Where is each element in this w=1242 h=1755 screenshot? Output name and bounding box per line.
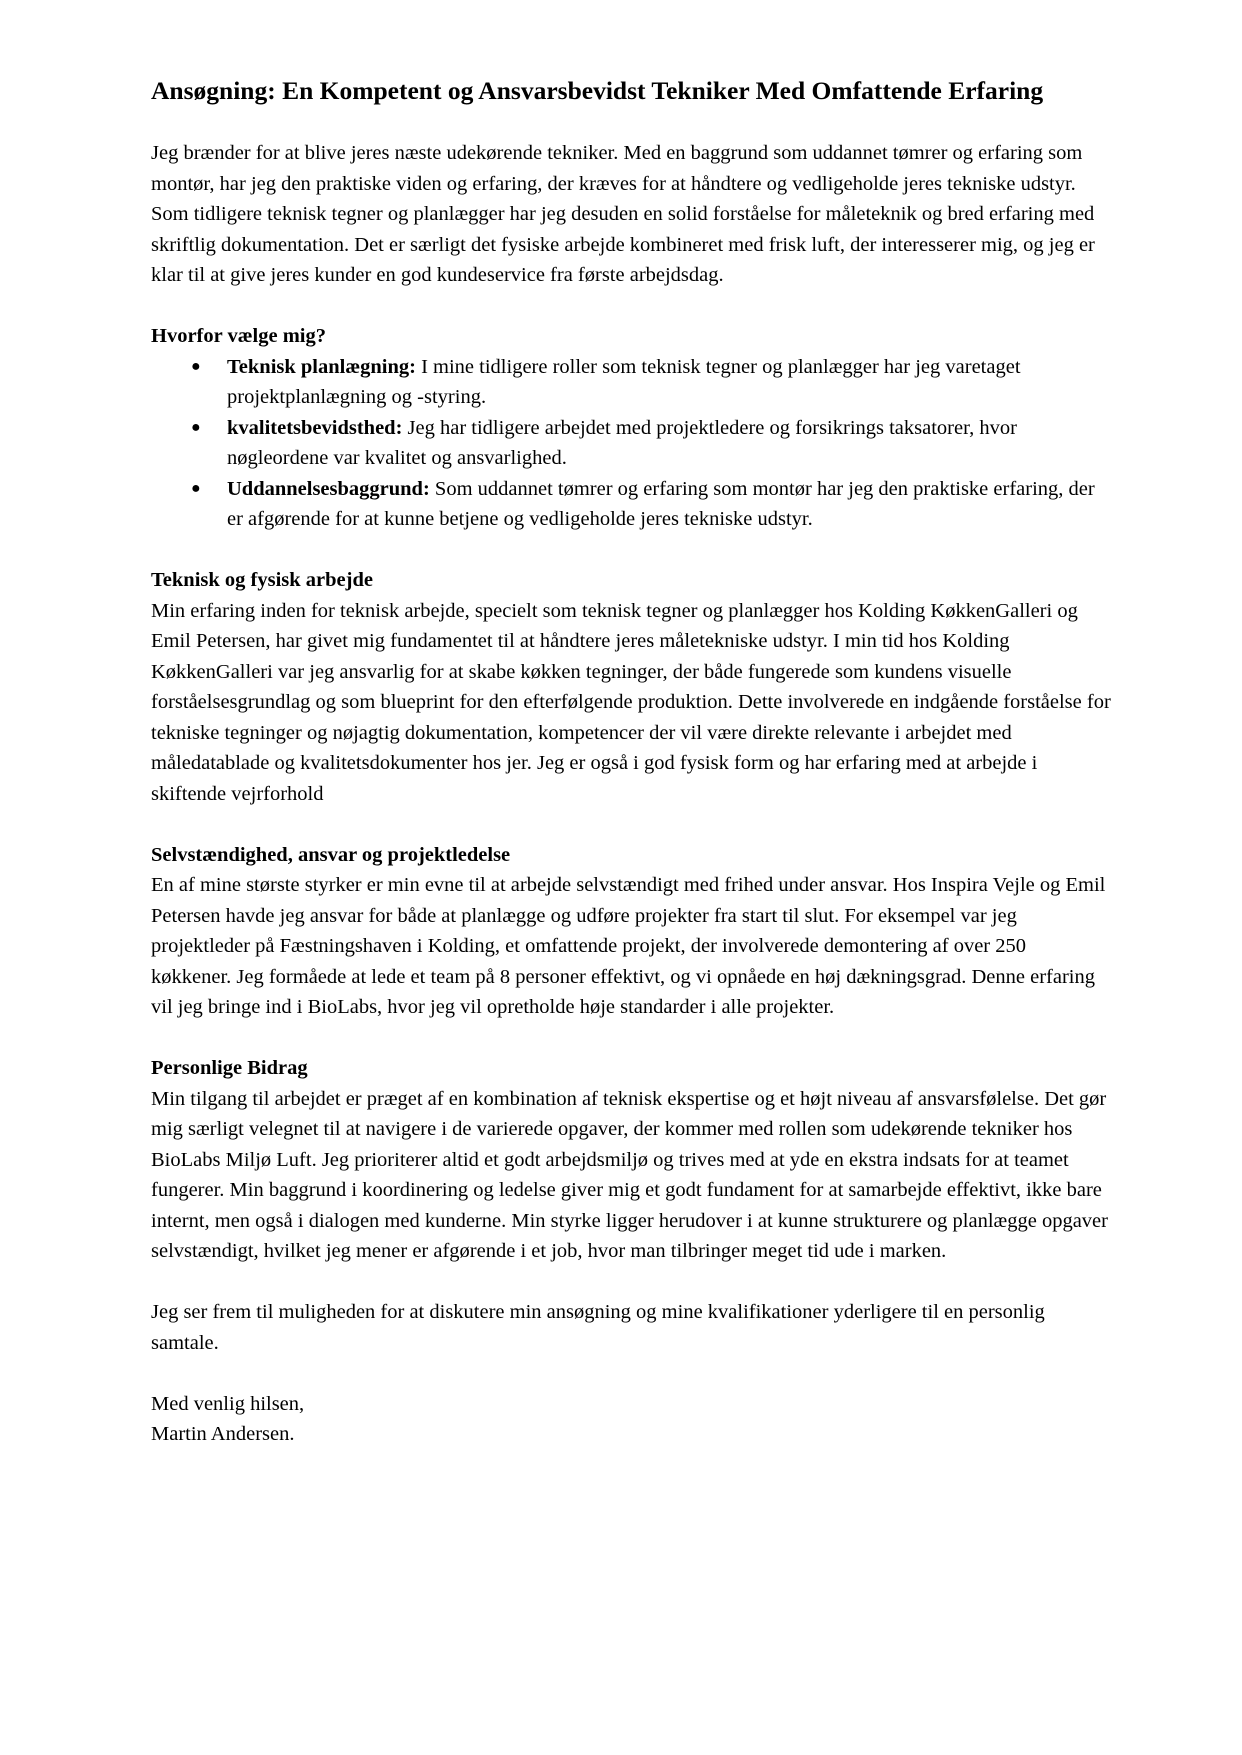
why-heading: Hvorfor vælge mig? <box>151 325 326 347</box>
closing-paragraph: Jeg ser frem til muligheden for at diskutere min ansøgning og mine kvalifikationer yderligere til en personlig samtale. <box>151 1301 1045 1354</box>
intro-paragraph: Jeg brænder for at blive jeres næste udekørende tekniker. Med en baggrund som uddannet tømrer og erfaring som montør, har jeg den praktiske viden og erfaring, der kræves for at håndtere og vedligeholde jeres tekniske udstyr. Som tidligere teknisk tegner og planlægger har jeg desuden en solid forståelse for måleteknik og bred erfaring med skriftlig dokumentation. Det er særligt det fysiske arbejde kombineret med frisk luft, der interesserer mig, og jeg er klar til at give jeres kunder en god kundeservice fra første arbejdsdag. <box>151 142 1095 286</box>
bullet-label: kvalitetsbevidsthed: <box>227 416 403 439</box>
section-body-personal: Min tilgang til arbejdet er præget af en kombination af teknisk ekspertise og et højt niveau af ansvarsfølelse. Det gør mig særligt velegnet til at navigere i de varierede opgaver, der kommer med rollen som udekørende tekniker hos BioLabs Miljø Luft. Jeg prioriterer altid et godt arbejdsmiljø og trives med at yde en ekstra indsats for at teamet fungerer. Min baggrund i koordinering og ledelse giver mig et godt fundament for at samarbejde effektivt, ikke bare internt, men også i dialogen med kunderne. Min styrke ligger herudover i at kunne strukturere og planlægge opgaver selvstændigt, hvilket jeg mener er afgørende i et job, hvor man tilbringer meget tid ude i marken. <box>151 1087 1108 1262</box>
list-item <box>151 474 1111 535</box>
section-body-technical: Min erfaring inden for teknisk arbejde, specielt som teknisk tegner og planlægger hos Kolding KøkkenGalleri og Emil Petersen, har givet mig fundamentet til at håndtere jeres måletekniske udstyr. I min tid hos Kolding KøkkenGalleri var jeg ansvarlig for at skabe køkken tegninger, der både fungerede som kundens visuelle forståelsesgrundlag og som blueprint for den efterfølgende produktion. Dette involverede en indgående forståelse for tekniske tegninger og nøjagtig dokumentation, kompetencer der vil være direkte relevante i arbejdet med måledatablade og kvalitetsdokumenter hos jer. Jeg er også i god fysisk form og har erfaring med at arbejde i skiftende vejrforhold <box>151 599 1111 805</box>
bullet-icon: ● <box>191 418 201 436</box>
bullet-text: Jeg har tidligere arbejdet med projektledere og forsikrings taksatorer, hvor nøgleordene var kvalitet og ansvarlighed. <box>227 416 1017 469</box>
bullet-label: Uddannelsesbaggrund: <box>227 477 430 500</box>
bullet-icon: ● <box>191 479 201 497</box>
section-heading-independence: Selvstændighed, ansvar og projektledelse <box>151 843 511 866</box>
bullet-text: Som uddannet tømrer og erfaring som montør har jeg den praktiske erfaring, der er afgørende for at kunne betjene og vedligeholde jeres tekniske udstyr. <box>227 477 1095 530</box>
bullet-text: I mine tidligere roller som teknisk tegner og planlægger har jeg varetaget projektplanlægning og -styring. <box>227 355 1021 408</box>
spacer <box>151 809 1111 840</box>
spacer <box>151 1267 1111 1298</box>
document-page <box>151 72 1111 1450</box>
signature: Martin Andersen. <box>151 1423 295 1445</box>
list-item <box>151 352 1111 413</box>
reasons-list <box>151 352 1111 535</box>
spacer <box>151 1023 1111 1054</box>
section-body-independence: En af mine største styrker er min evne til at arbejde selvstændigt med frihed under ansvar. Hos Inspira Vejle og Emil Petersen havde jeg ansvar for både at planlægge og udføre projekter fra start til slut. For eksempel var jeg projektleder på Fæstningshaven i Kolding, et omfattende projekt, der involverede demontering af over 250 køkkener. Jeg formåede at lede et team på 8 personer effektivt, og vi opnåede en høj dækningsgrad. Denne erfaring vil jeg bringe ind i BioLabs, hvor jeg vil opretholde høje standarder i alle projekter. <box>151 874 1106 1018</box>
document-title: Ansøgning: En Kompetent og Ansvarsbevidst Tekniker Med Omfattende Erfaring <box>151 76 1044 105</box>
bullet-icon: ● <box>191 357 201 375</box>
spacer <box>151 1358 1111 1389</box>
signoff: Med venlig hilsen, <box>151 1392 305 1415</box>
bullet-label: Teknisk planlægning: <box>227 355 416 378</box>
section-heading-personal: Personlige Bidrag <box>151 1057 308 1079</box>
spacer <box>151 291 1111 322</box>
spacer <box>151 535 1111 566</box>
list-item <box>151 413 1111 474</box>
section-heading-technical: Teknisk og fysisk arbejde <box>151 569 373 591</box>
